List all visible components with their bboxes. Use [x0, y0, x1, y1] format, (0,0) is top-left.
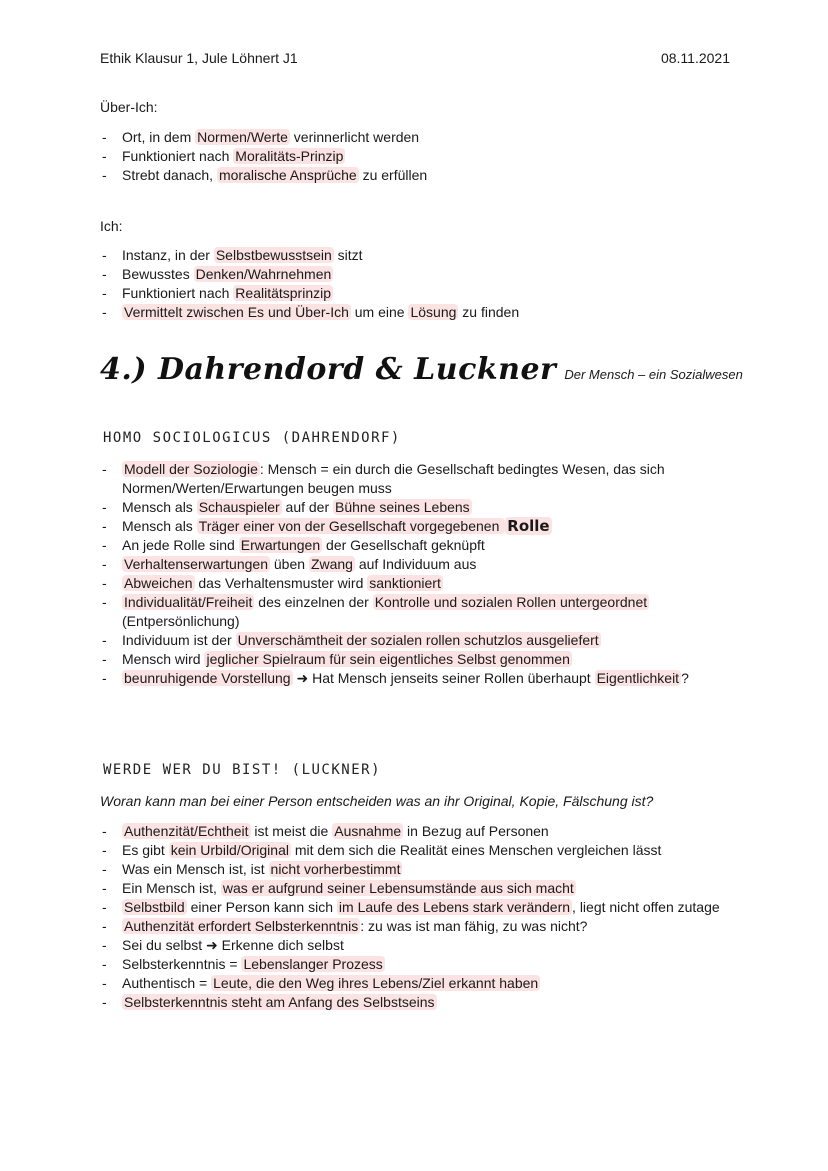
list-item: - Modell der Soziologie : Mensch = ein durch die Gesellschaft bedingtes Wesen, das sich Normen/Werten/Erwartungen beugen muss	[100, 460, 740, 498]
list-item: - Selbsterkenntnis = Lebenslanger Prozess	[100, 955, 740, 974]
list-item: - Vermittelt zwischen Es und Über-Ich um eine Lösung zu finden	[100, 303, 740, 322]
ich-label: Ich:	[100, 218, 123, 234]
ueberich-list	[100, 128, 740, 185]
section-title: 4.) Dahrendord & Luckner	[100, 352, 557, 387]
list-item: - Abweichen das Verhaltensmuster wird sanktioniert	[100, 574, 740, 593]
list-item: - Selbstbild einer Person kann sich im Laufe des Lebens stark verändern , liegt nicht offen zutage	[100, 898, 740, 917]
list-item: - Was ein Mensch ist, ist nicht vorherbestimmt	[100, 860, 740, 879]
list-item: - Strebt danach, moralische Ansprüche zu erfüllen	[100, 166, 740, 185]
list-item: - Verhaltenserwartungen üben Zwang auf Individuum aus	[100, 555, 740, 574]
homo-title: HOMO SOCIOLOGICUS (DAHRENDORF)	[103, 430, 401, 446]
list-item: - Sei du selbst ➜ Erkenne dich selbst	[100, 936, 740, 955]
page-header	[100, 50, 730, 70]
header-title: Ethik Klausur 1, Jule Löhnert J1	[100, 50, 298, 66]
list-item: - Mensch als Träger einer von der Gesellschaft vorgegebenen Rolle	[100, 517, 740, 536]
werde-list	[100, 822, 740, 1012]
list-item: - Authenzität erfordert Selbsterkenntnis : zu was ist man fähig, zu was nicht?	[100, 917, 740, 936]
werde-question: Woran kann man bei einer Person entscheiden was an ihr Original, Kopie, Fälschung ist?	[100, 793, 654, 809]
list-item: - An jede Rolle sind Erwartungen der Gesellschaft geknüpft	[100, 536, 740, 555]
list-item: - Ort, in dem Normen/Werte verinnerlicht werden	[100, 128, 740, 147]
list-item: - Mensch wird jeglicher Spielraum für sein eigentliches Selbst genommen	[100, 650, 740, 669]
list-item: - Individuum ist der Unverschämtheit der sozialen rollen schutzlos ausgeliefert	[100, 631, 740, 650]
list-item: - Individualität/Freiheit des einzelnen der Kontrolle und sozialen Rollen untergeordnet (Entpersönlichung)	[100, 593, 740, 631]
list-item: - Selbsterkenntnis steht am Anfang des Selbstseins	[100, 993, 740, 1012]
ich-list	[100, 246, 740, 322]
list-item: - Ein Mensch ist, was er aufgrund seiner Lebensumstände aus sich macht	[100, 879, 740, 898]
list-item: - Es gibt kein Urbild/Original mit dem sich die Realität eines Menschen vergleichen lässt	[100, 841, 740, 860]
header-date: 08.11.2021	[660, 50, 730, 66]
section-heading	[100, 352, 743, 398]
list-item: - Authenzität/Echtheit ist meist die Ausnahme in Bezug auf Personen	[100, 822, 740, 841]
rolle-word: Rolle	[507, 517, 550, 535]
list-item: - Mensch als Schauspieler auf der Bühne seines Lebens	[100, 498, 740, 517]
ueberich-label: Über-Ich:	[100, 99, 158, 115]
list-item: - beunruhigende Vorstellung ➜ Hat Mensch jenseits seiner Rollen überhaupt Eigentlichkeit ?	[100, 669, 740, 688]
list-item: - Instanz, in der Selbstbewusstsein sitzt	[100, 246, 740, 265]
list-item: - Bewusstes Denken/Wahrnehmen	[100, 265, 740, 284]
section-subtitle: Der Mensch – ein Sozialwesen	[564, 367, 743, 382]
homo-list	[100, 460, 740, 688]
list-item: - Funktioniert nach Realitätsprinzip	[100, 284, 740, 303]
list-item: - Funktioniert nach Moralitäts-Prinzip	[100, 147, 740, 166]
list-item: - Authentisch = Leute, die den Weg ihres Lebens/Ziel erkannt haben	[100, 974, 740, 993]
werde-title: WERDE WER DU BIST! (LUCKNER)	[103, 762, 382, 778]
